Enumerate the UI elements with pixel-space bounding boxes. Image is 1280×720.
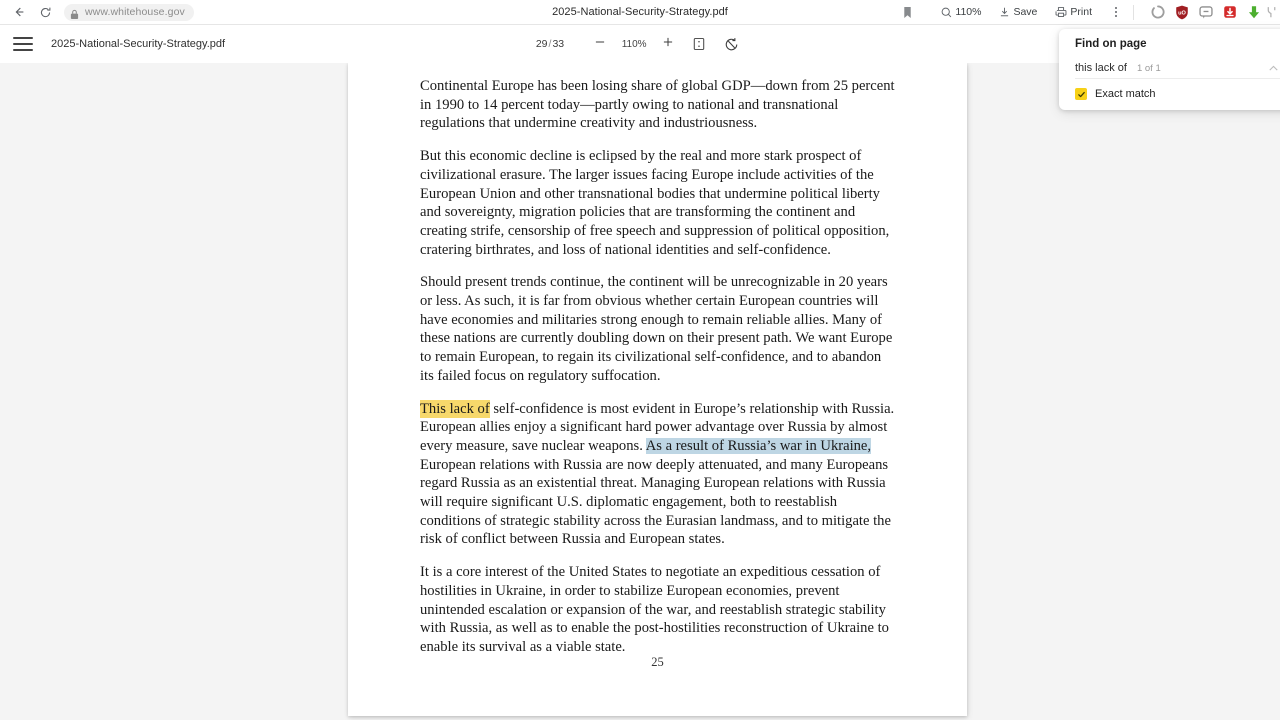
chevron-up-icon[interactable] — [1267, 62, 1280, 75]
current-page-number[interactable]: 29 — [535, 38, 548, 50]
zoom-out-button[interactable] — [588, 32, 612, 56]
save-button[interactable] — [994, 0, 1042, 25]
address-bar-url: www.whitehouse.gov — [85, 6, 185, 18]
find-input[interactable]: this lack of — [1075, 62, 1127, 74]
address-bar[interactable] — [64, 4, 194, 21]
find-navigation-buttons — [1267, 62, 1280, 75]
lock-icon — [70, 7, 79, 18]
find-input-row[interactable] — [1059, 57, 1280, 79]
text-selection-highlight: As a result of Russia’s war in Ukraine, — [645, 437, 872, 454]
paragraph-4 — [420, 400, 895, 550]
rotate-icon — [724, 37, 739, 52]
zoom-in-button[interactable] — [656, 32, 680, 56]
page-indicator — [536, 38, 564, 50]
extension-speech-bubble-block[interactable] — [1194, 0, 1218, 25]
paragraph-2: But this economic decline is eclipsed by the real and more stark prospect of civilizational erasure. The larger issues facing Europe include activities of the European Union and other transnational bodies that undermine political liberty and sovereignty, migration policies that are transforming the continent and creating strife, censorship of free speech and suppression of political opposition, cratering birthrates, and loss of national identities and self-confidence. — [420, 148, 890, 258]
extension-green-downloader[interactable] — [1242, 0, 1266, 25]
save-label: Save — [1013, 6, 1038, 18]
pdf-page-29 — [348, 63, 967, 716]
svg-text:uO: uO — [1178, 9, 1186, 16]
find-on-page-panel — [1059, 29, 1280, 110]
plus-icon — [662, 35, 674, 53]
checkmark-icon — [1077, 90, 1086, 99]
download-save-icon — [999, 6, 1010, 18]
paragraph-5: It is a core interest of the United States to negotiate an expeditious cessation of hostilities in Ukraine, in order to stabilize European economies, prevent unintended escalation or expansion of the war, and reestablish strategic stability with Russia, as well as to enable the post-hostilities reconstruction of Ukraine to enable its survival as a viable state. — [420, 564, 889, 655]
bookmark-icon — [902, 6, 913, 19]
printer-icon — [1055, 6, 1067, 18]
fit-to-page-icon — [692, 37, 706, 51]
pdf-page-text-layer[interactable] — [420, 77, 895, 671]
pdf-zoom-value: 110% — [955, 6, 982, 18]
search-highlight: This lack of — [420, 400, 490, 417]
zoom-indicator-icon — [941, 7, 952, 18]
pdf-document-viewport[interactable] — [0, 63, 1280, 720]
find-input-underline — [1075, 78, 1280, 79]
toolbar-divider — [1133, 5, 1134, 20]
back-arrow-icon — [12, 5, 26, 19]
extension-video-download[interactable] — [1218, 0, 1242, 25]
pdf-filename-label: 2025-National-Security-Strategy.pdf — [51, 38, 226, 50]
green-download-arrow-icon — [1247, 5, 1261, 20]
paragraph-1: Continental Europe has been losing share of global GDP—down from 25 percent in 1990 to 14 percent today—partly owing to national and transnational regulations that undermine creativity and industriousness. — [420, 78, 895, 132]
exact-match-checkbox[interactable] — [1075, 88, 1087, 100]
page-separator: / — [548, 38, 552, 50]
rotate-button[interactable] — [718, 31, 744, 57]
extension-adblock[interactable] — [1170, 0, 1194, 25]
total-page-count: 33 — [552, 38, 565, 50]
exact-match-label: Exact match — [1095, 88, 1156, 100]
print-label: Print — [1070, 6, 1092, 18]
print-button[interactable] — [1050, 0, 1097, 25]
reload-button[interactable] — [32, 1, 58, 23]
three-dot-menu-icon — [1108, 7, 1124, 17]
fit-to-page-button[interactable] — [686, 31, 712, 57]
paragraph-3: Should present trends continue, the continent will be unrecognizable in 20 years or less. As such, it is far from obvious whether certain European countries will have economies and militaries strong enough to remain reliable allies. Many of these nations are currently doubling down on their present path. We want Europe to remain European, to regain its civilizational self-confidence, and to abandon its failed focus on regulatory suffocation. — [420, 274, 893, 384]
adblock-shield-icon — [1175, 5, 1189, 20]
reload-icon — [39, 6, 52, 19]
browser-more-menu[interactable] — [1103, 0, 1129, 25]
extension-loading-spinner[interactable] — [1146, 0, 1170, 25]
minus-icon — [594, 35, 606, 53]
zoom-level-value: 110% — [621, 38, 647, 50]
paragraph-4-text-after: European relations with Russia are now deeply attenuated, and many Europeans regard Russia as an existential threat. Managing European relations with Russia will require significant U.S. diplomatic engagement, both to reestablish conditions of strategic stability across the Eurasian landmass, and to mitigate the risk of conflict between Russia and European states. — [420, 456, 891, 548]
video-download-icon — [1223, 5, 1237, 19]
clipped-extension-icon — [1266, 5, 1280, 19]
find-match-count: 1 of 1 — [1136, 62, 1161, 74]
speech-bubble-block-icon — [1199, 5, 1213, 19]
loading-spinner-icon — [1151, 5, 1165, 19]
hamburger-menu-icon[interactable] — [13, 37, 33, 51]
find-panel-title: Find on page — [1075, 38, 1147, 50]
window-title: 2025-National-Security-Strategy.pdf — [552, 6, 728, 18]
document-page-number: 25 — [651, 655, 664, 669]
paragraph-4-text-before: self-confidence is most evident in Europe’s relationship with Russia. European allies enjoy a significant hard power advantage over Russia by almost every measure, save nuclear weapons. — [420, 400, 895, 454]
bookmark-button[interactable] — [897, 0, 918, 25]
back-button[interactable] — [6, 1, 32, 23]
browser-toolbar-actions — [897, 0, 1280, 25]
pdf-zoom-indicator[interactable] — [936, 0, 986, 25]
browser-chrome-bar — [0, 0, 1280, 25]
exact-match-row[interactable] — [1059, 88, 1280, 100]
extension-clipped[interactable] — [1266, 0, 1280, 25]
